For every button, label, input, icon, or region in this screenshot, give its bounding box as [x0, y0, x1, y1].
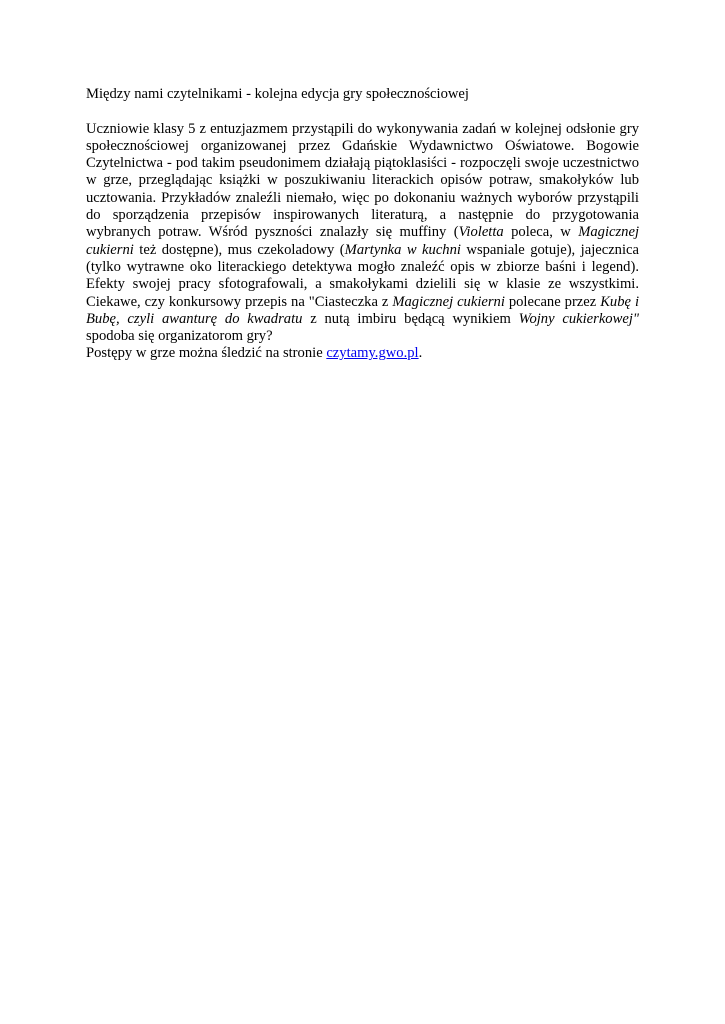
text-run: spodoba się organizatorom gry?: [86, 328, 273, 345]
text-run: poleca, w: [503, 224, 579, 241]
text-run: polecane przez: [504, 293, 601, 310]
document-body: [86, 86, 639, 363]
czytamy-link[interactable]: czytamy.gwo.pl: [326, 345, 419, 362]
italic-title-martynka-w-kuchni: Martynka w kuchni: [344, 241, 461, 258]
italic-title-violetta: Violetta: [458, 224, 504, 241]
italic-title-magiczna-cukiernia: Magicznej cukierni: [86, 224, 639, 258]
progress-info-text: Postępy w grze można śledzić na stronie: [86, 345, 327, 362]
italic-title-wojna-cukierkowa: Wojny cukierkowej": [518, 310, 639, 327]
text-run: z nutą imbiru będącą wynikiem: [302, 310, 519, 327]
document-title: Między nami czytelnikami - kolejna edycja gry społecznościowej: [86, 86, 469, 102]
italic-title-kuba-i-buba: Kubę i Bubę, czyli awanturę do kwadratu: [86, 293, 639, 327]
text-run: też dostępne), mus czekoladowy (: [133, 241, 345, 258]
article-paragraph: [86, 121, 639, 346]
progress-info-line: [86, 345, 639, 362]
trailing-period: .: [418, 345, 423, 362]
text-run: wspaniale gotuje), jajecznica (tylko wytrawne oko literackiego detektywa mogło znaleźć opis w zbiorze baśni i legend). Efekty swojej pracy sfotografowali, a smakołykami dzielili się w klasie ze wszystkimi. Ciekawe, czy konkursowy przepis na "Ciasteczka z: [86, 241, 639, 310]
italic-title-magiczna-cukiernia-2: Magicznej cukierni: [392, 293, 505, 310]
text-run: Uczniowie klasy 5 z entuzjazmem przystąpili do wykonywania zadań w kolejnej odsłonie gry społecznościowej organizowanej przez Gdańskie Wydawnictwo Oświatowe. Bogowie Czytelnictwa - pod takim pseudonimem działają piątoklasiści - rozpoczęli swoje uczestnictwo w grze, przeglądając książki w poszukiwaniu literackich opisów potraw, smakołyków lub ucztowania. Przykładów znaleźli niemało, więc po dokonaniu ważnych wyborów przystąpili do sporządzenia przepisów inspirowanych literaturą, a następnie do przygotowania wybranych potraw. Wśród pyszności znalazły się muffiny (: [86, 120, 639, 241]
